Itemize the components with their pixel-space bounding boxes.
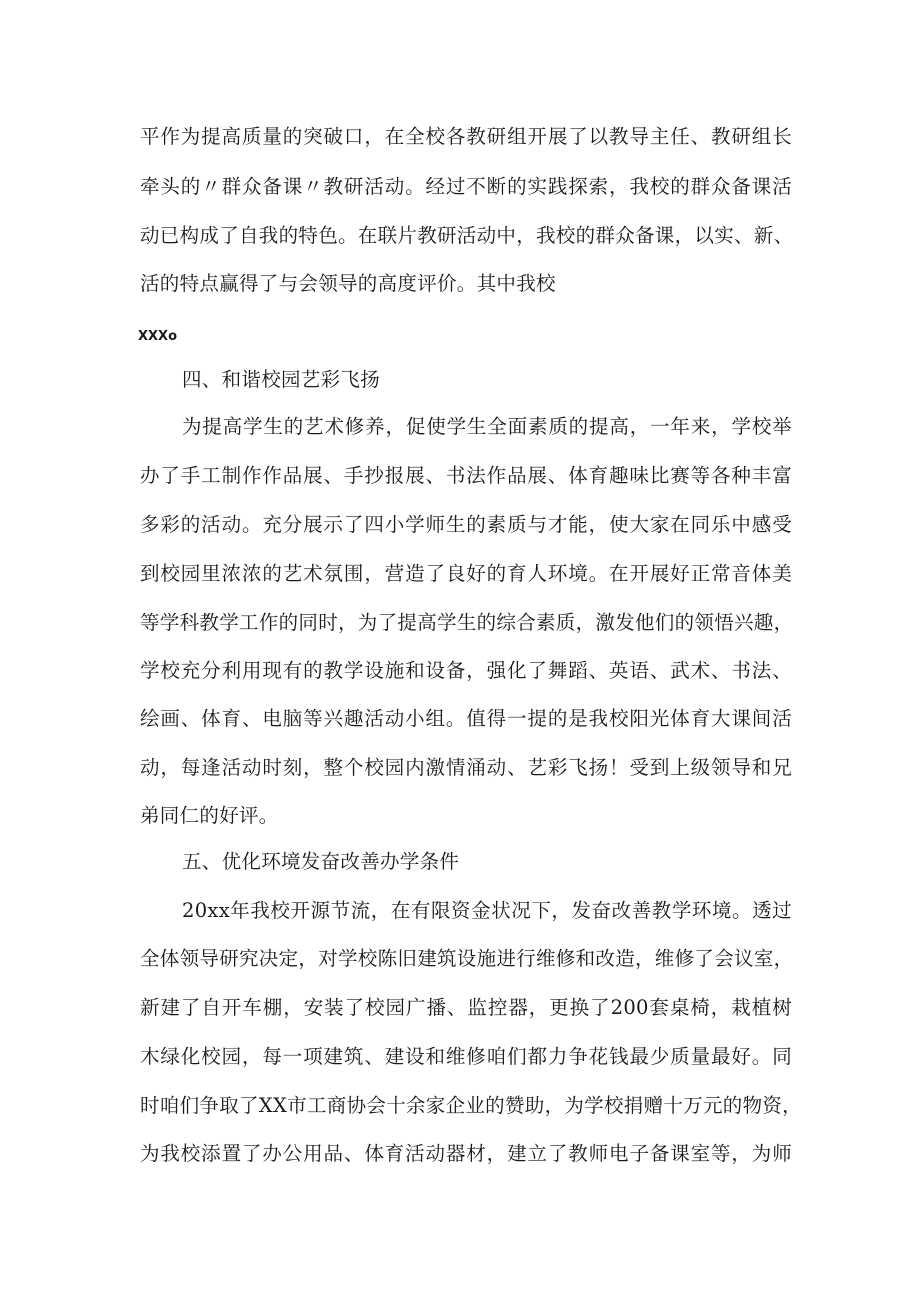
paragraph-line: 动，每逢活动时刻，整个校园内激情涌动、艺彩飞扬！受到上级领导和兄 (140, 756, 792, 779)
paragraph-line: 新建了自开车棚，安装了校园广播、监控器，更换了200套桌椅，栽植树 (140, 996, 792, 1019)
section-heading: 五、优化环境发奋改善办学条件 (182, 850, 460, 873)
section-heading: 四、和谐校园艺彩飞扬 (182, 368, 381, 391)
paragraph-line: 牵头的〃群众备课〃教研活动。经过不断的实践探索，我校的群众备课活 (140, 175, 792, 198)
paragraph-line: 动已构成了自我的特色。在联片教研活动中，我校的群众备课，以实、新、 (140, 224, 794, 247)
paragraph-line: 平作为提高质量的突破口，在全校各教研组开展了以教导主任、教研组长 (140, 125, 792, 148)
paragraph-line: 为提高学生的艺术修养，促使学生全面素质的提高，一年来，学校举 (182, 415, 792, 438)
section-note: XXXo (138, 329, 177, 344)
paragraph-line: 到校园里浓浓的艺术氛围，营造了良好的育人环境。在开展好正常音体美 (140, 562, 792, 585)
paragraph-line: 绘画、体育、电脑等兴趣活动小组。值得一提的是我校阳光体育大课间活 (140, 707, 792, 730)
paragraph-line: 学校充分利用现有的教学设施和设备，强化了舞蹈、英语、武术、书法、 (140, 659, 792, 682)
paragraph-line: 时咱们争取了XX市工商协会十余家企业的赞助，为学校捐赠十万元的物资， (140, 1094, 802, 1117)
paragraph-line: 多彩的活动。充分展示了四小学师生的素质与才能，使大家在同乐中感受 (140, 513, 792, 536)
paragraph-line: 20xx年我校开源节流，在有限资金状况下，发奋改善教学环境。透过 (182, 899, 792, 922)
paragraph-line: 办了手工制作作品展、手抄报展、书法作品展、体育趣味比赛等各种丰富 (140, 464, 792, 487)
paragraph-line: 弟同仁的好评。 (140, 804, 279, 827)
paragraph-line: 为我校添置了办公用品、体育活动器材，建立了教师电子备课室等，为师 (140, 1142, 792, 1165)
paragraph-line: 活的特点赢得了与会领导的高度评价。其中我校 (140, 272, 556, 295)
paragraph-line: 全体领导研究决定，对学校陈旧建筑设施进行维修和改造，维修了会议室， (140, 947, 794, 970)
paragraph-line: 木绿化校园，每一项建筑、建设和维修咱们都力争花钱最少质量最好。同 (140, 1045, 792, 1068)
paragraph-line: 等学科教学工作的同时，为了提高学生的综合素质，激发他们的领悟兴趣， (140, 611, 794, 634)
